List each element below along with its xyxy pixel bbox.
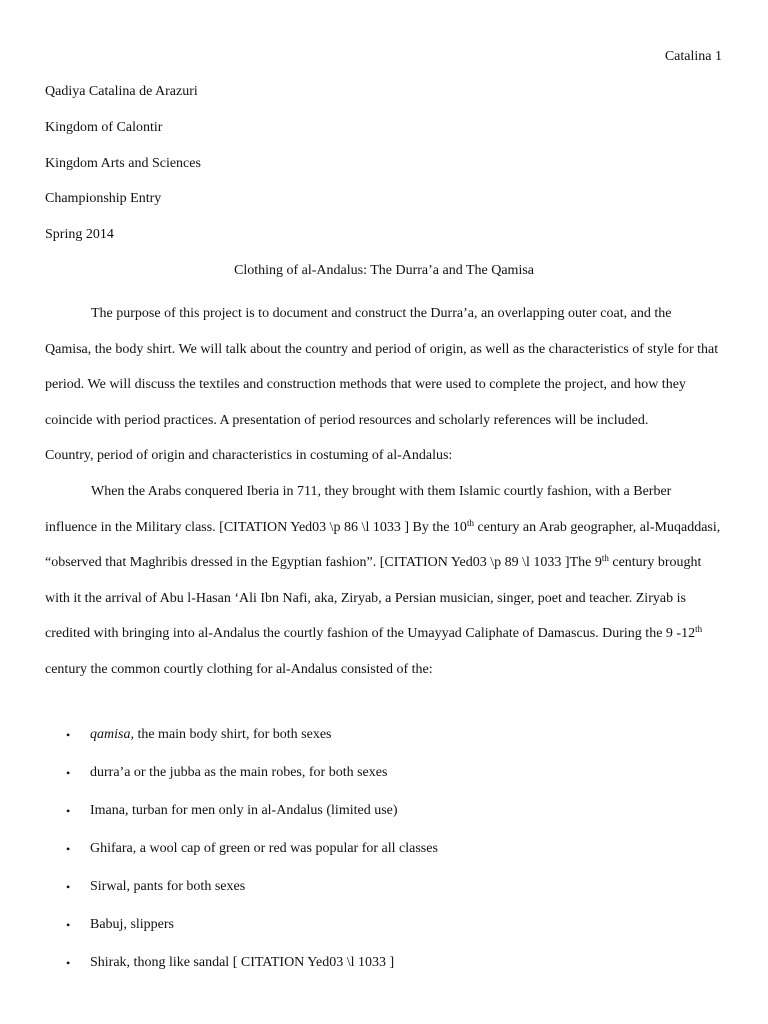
entry-type-line: Championship Entry	[45, 191, 162, 207]
bullet-icon: •	[66, 918, 71, 932]
history-text-3: century brought with it the arrival of Abu l-Hasan ‘Ali Ibn Nafi, aka, Ziryab, a Persian musician, singer, poet and teacher. Ziryab is credited with bringing into al-Andalus the courtly fashion of the Umayyad Caliphate of Damascus. During the 9 -12	[45, 555, 702, 642]
history-text-4: century the common courtly clothing for al-Andalus consisted of the:	[45, 661, 433, 677]
bullet-icon: •	[66, 956, 71, 970]
bullet-icon: •	[66, 804, 71, 818]
bullet-icon: •	[66, 880, 71, 894]
document-body	[45, 296, 721, 688]
competition-line: Kingdom Arts and Sciences	[45, 155, 201, 171]
bullet-icon: •	[66, 766, 71, 780]
ordinal-suffix: th	[695, 624, 703, 635]
list-item-text: Imana, turban for men only in al-Andalus (limited use)	[90, 803, 398, 818]
ordinal-suffix: th	[601, 553, 609, 564]
list-item	[45, 762, 721, 800]
section-heading: Country, period of origin and characteristics in costuming of al-Andalus:	[45, 448, 453, 464]
list-item-text: the main body shirt, for both sexes	[133, 727, 332, 742]
history-text-1: When the Arabs conquered Iberia in 711, they brought with them Islamic courtly fashion, with a Berber influence in the Military class. [CITATION Yed03 \p 86 \l 1033 ] By the 10	[45, 483, 672, 535]
page-header: Catalina 1	[664, 49, 722, 64]
list-item	[45, 876, 721, 914]
list-item-text: Babuj, slippers	[90, 917, 174, 932]
list-item-text: Ghifara, a wool cap of green or red was popular for all classes	[90, 841, 438, 856]
history-text-2: century an Arab geographer, al-Muqaddasi, “observed that Maghribis dressed in the Egyptian fashion”. [CITATION Yed03 \p 89 \l 1033 ]The 9	[45, 519, 721, 571]
intro-paragraph: The purpose of this project is to document and construct the Durra’a, an overlapping outer coat, and the Qamisa, the body shirt. We will talk about the country and period of origin, as well as the characteristics of style for that period. We will discuss the textiles and construction methods that were used to complete the project, and how they coincide with period practices. A presentation of period resources and scholarly references will be included.	[45, 306, 719, 428]
ordinal-suffix: th	[466, 517, 474, 528]
list-item	[45, 838, 721, 876]
list-item-term: qamisa,	[90, 727, 134, 742]
author-name: Qadiya Catalina de Arazuri	[45, 84, 198, 99]
list-item	[45, 914, 721, 952]
bullet-icon: •	[66, 728, 71, 742]
author-heading-block	[45, 82, 201, 261]
history-paragraph	[45, 474, 721, 688]
list-item-text: durra’a or the jubba as the main robes, for both sexes	[90, 765, 388, 780]
list-item-text: Shirak, thong like sandal [ CITATION Yed03 \l 1033 ]	[90, 955, 395, 970]
document-title: Clothing of al-Andalus: The Durra’a and The Qamisa	[233, 263, 534, 278]
list-item	[45, 952, 721, 990]
list-item	[45, 724, 721, 762]
bullet-icon: •	[66, 842, 71, 856]
list-item-text: Sirwal, pants for both sexes	[90, 879, 246, 894]
kingdom-line: Kingdom of Calontir	[45, 119, 163, 135]
list-item	[45, 800, 721, 838]
clothing-list	[45, 724, 721, 990]
date-line: Spring 2014	[45, 227, 114, 243]
